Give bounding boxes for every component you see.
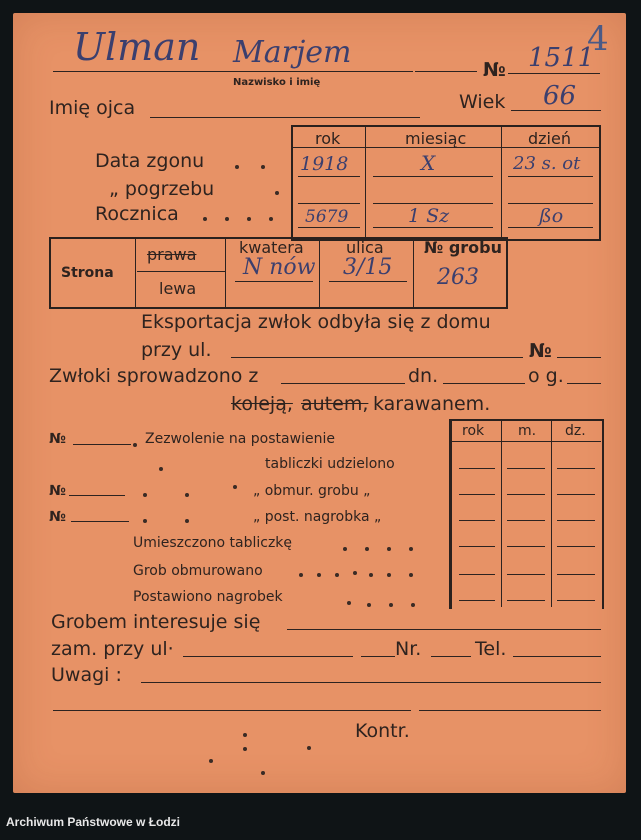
leader-dot	[299, 573, 303, 577]
dates-row-line	[373, 176, 493, 177]
record-no-sign: №	[483, 59, 506, 81]
father-name-line	[150, 117, 420, 118]
street-value-line	[329, 281, 407, 282]
leader-dot	[387, 573, 391, 577]
permits-row-line	[507, 468, 545, 469]
permits-row-line	[557, 494, 595, 495]
by-rail: koleją,	[231, 393, 293, 415]
notes-line-3	[419, 710, 601, 711]
permits-header-sep	[451, 441, 601, 442]
dates-row-line	[373, 227, 493, 228]
leader-dot	[365, 547, 369, 551]
leader-dot	[269, 217, 273, 221]
gap-line	[415, 71, 477, 72]
by-hearse: karawanem.	[373, 393, 491, 415]
address-nr-line	[431, 656, 471, 657]
notes-line	[141, 682, 601, 683]
record-card	[13, 13, 626, 793]
permits-col-year: rok	[462, 423, 485, 439]
permit-no-sign: №	[49, 431, 66, 447]
surname-handwritten: Ulman	[73, 25, 201, 69]
permits-col-sep	[501, 421, 502, 607]
dates-col-sep	[365, 127, 366, 239]
permits-row-line	[507, 520, 545, 521]
father-name-label: Imię ojca	[49, 97, 136, 119]
dates-row-line	[298, 176, 360, 177]
left-side-label: lewa	[159, 279, 197, 298]
leader-dot	[261, 165, 265, 169]
permits-row-line	[459, 520, 495, 521]
permit-text-2: tabliczki udzielono	[265, 456, 395, 472]
dates-row-line	[298, 227, 360, 228]
archive-footer: Archiwum Państwowe w Łodzi	[6, 815, 181, 829]
leader-dot	[133, 443, 137, 447]
permits-col-sep	[551, 421, 552, 607]
name-label: Nazwisko i imię	[233, 77, 321, 88]
leader-dot	[335, 573, 339, 577]
permit-walled-grave: „ obmur. grobu „	[253, 483, 371, 499]
leader-dot	[185, 519, 189, 523]
permits-row-line	[459, 600, 495, 601]
dates-row-line	[298, 203, 360, 204]
brought-from-line	[281, 383, 405, 384]
dates-col-sep	[501, 127, 502, 239]
permits-row-line	[459, 494, 495, 495]
interested-party-line	[287, 629, 601, 630]
leader-dot	[317, 573, 321, 577]
permit-no-line	[69, 495, 125, 496]
permit-no-line	[73, 444, 131, 445]
permits-col-day: dz.	[565, 423, 586, 439]
burial-date-label: „ pogrzebu	[109, 178, 215, 200]
brought-hour-label: o g.	[528, 365, 564, 387]
permits-row-line	[507, 494, 545, 495]
leader-dot	[353, 571, 357, 575]
permits-col-month: m.	[518, 423, 537, 439]
death-month-value: X	[421, 151, 436, 175]
leader-dot	[233, 485, 237, 489]
leader-dot	[411, 603, 415, 607]
loc-side-sep	[137, 271, 225, 272]
dates-col-month: miesiąc	[405, 129, 467, 148]
permits-row-line	[459, 574, 495, 575]
record-no-line	[508, 73, 600, 74]
leader-dot	[225, 217, 229, 221]
grave-no-label: № grobu	[424, 238, 502, 257]
leader-dot	[143, 493, 147, 497]
loc-col-sep	[225, 239, 226, 307]
death-day-value: 23 s. ot	[513, 153, 581, 174]
leader-dot	[247, 217, 251, 221]
permits-row-line	[507, 600, 545, 601]
leader-dot	[409, 573, 413, 577]
anniversary-month-value: 1 Sz	[408, 205, 450, 227]
brought-from-label: Zwłoki sprowadzono z	[49, 365, 259, 387]
permit-no-sign: №	[49, 509, 66, 525]
anniversary-day-value: ßo	[539, 205, 564, 227]
control-label: Kontr.	[355, 720, 410, 742]
punch-dot	[243, 747, 247, 751]
quarter-value-line	[235, 281, 313, 282]
leader-dot	[343, 547, 347, 551]
phone-line	[513, 656, 601, 657]
street-value: 3/15	[343, 255, 393, 280]
leader-dot	[369, 573, 373, 577]
permits-row-line	[557, 520, 595, 521]
export-street-line	[231, 357, 523, 358]
phone-label: Tel.	[475, 638, 507, 660]
address-label: zam. przy ul·	[51, 638, 174, 660]
brought-hour-line	[567, 383, 601, 384]
leader-dot	[275, 191, 279, 195]
permits-row-line	[507, 546, 545, 547]
punch-dot	[209, 759, 213, 763]
notes-label: Uwagi :	[51, 664, 122, 686]
permits-row-line	[557, 468, 595, 469]
dates-row-line	[508, 227, 593, 228]
permits-row-line	[459, 546, 495, 547]
permits-row-line	[459, 468, 495, 469]
dates-row-line	[508, 203, 593, 204]
name-line	[53, 71, 413, 72]
permits-row-line	[557, 574, 595, 575]
dates-col-day: dzień	[528, 129, 571, 148]
plate-placed-label: Umieszczono tabliczkę	[133, 535, 293, 551]
permits-date-table	[449, 419, 604, 609]
first-name-handwritten: Marjem	[233, 35, 352, 70]
permit-no-sign: №	[49, 483, 66, 499]
quarter-label: kwatera	[239, 238, 304, 257]
quarter-value: N nów	[243, 255, 316, 280]
leader-dot	[389, 603, 393, 607]
tombstone-placed-label: Postawiono nagrobek	[133, 589, 283, 605]
dates-row-line	[373, 203, 493, 204]
leader-dot	[387, 547, 391, 551]
export-text: Eksportacja zwłok odbyła się z domu	[141, 311, 491, 333]
age-label: Wiek	[459, 91, 506, 113]
leader-dot	[367, 603, 371, 607]
corner-mark: 4	[587, 19, 609, 59]
punch-dot	[307, 746, 311, 750]
right-side-label: prawa	[147, 245, 197, 264]
punch-dot	[243, 733, 247, 737]
address-nr-label: Nr.	[395, 638, 422, 660]
export-no-sign: №	[529, 340, 552, 362]
street-label: ulica	[346, 238, 384, 257]
side-label: Strona	[61, 265, 114, 281]
leader-dot	[203, 217, 207, 221]
loc-col-sep	[135, 239, 136, 307]
brought-day-line	[443, 383, 525, 384]
loc-col-sep	[413, 239, 414, 307]
address-line	[183, 656, 353, 657]
permits-row-line	[507, 574, 545, 575]
dates-row-line	[508, 176, 593, 177]
export-no-line	[557, 357, 601, 358]
record-no-value: 1511	[528, 43, 595, 73]
permit-tombstone: „ post. nagrobka „	[253, 509, 382, 525]
anniversary-year-value: 5679	[305, 207, 349, 227]
anniversary-label: Rocznica	[95, 203, 179, 225]
grave-no-value: 263	[437, 265, 479, 290]
dates-col-year: rok	[315, 129, 341, 148]
leader-dot	[159, 467, 163, 471]
leader-dot	[143, 519, 147, 523]
notes-line-2	[53, 710, 411, 711]
permits-row-line	[557, 546, 595, 547]
interested-party-label: Grobem interesuje się	[51, 611, 261, 633]
permit-no-line	[71, 521, 129, 522]
by-car: autem,	[301, 393, 369, 415]
brought-day-label: dn.	[408, 365, 439, 387]
age-value: 66	[543, 81, 577, 111]
punch-dot	[261, 771, 265, 775]
death-year-value: 1918	[300, 153, 349, 175]
loc-col-sep	[319, 239, 320, 307]
leader-dot	[409, 547, 413, 551]
leader-dot	[235, 165, 239, 169]
permit-text-1: Zezwolenie na postawienie	[145, 431, 335, 447]
death-date-label: Data zgonu	[95, 150, 205, 172]
leader-dot	[347, 601, 351, 605]
export-street-label: przy ul.	[141, 339, 212, 361]
address-line-2	[361, 656, 395, 657]
leader-dot	[185, 493, 189, 497]
grave-walled-label: Grob obmurowano	[133, 563, 263, 579]
permits-row-line	[557, 600, 595, 601]
